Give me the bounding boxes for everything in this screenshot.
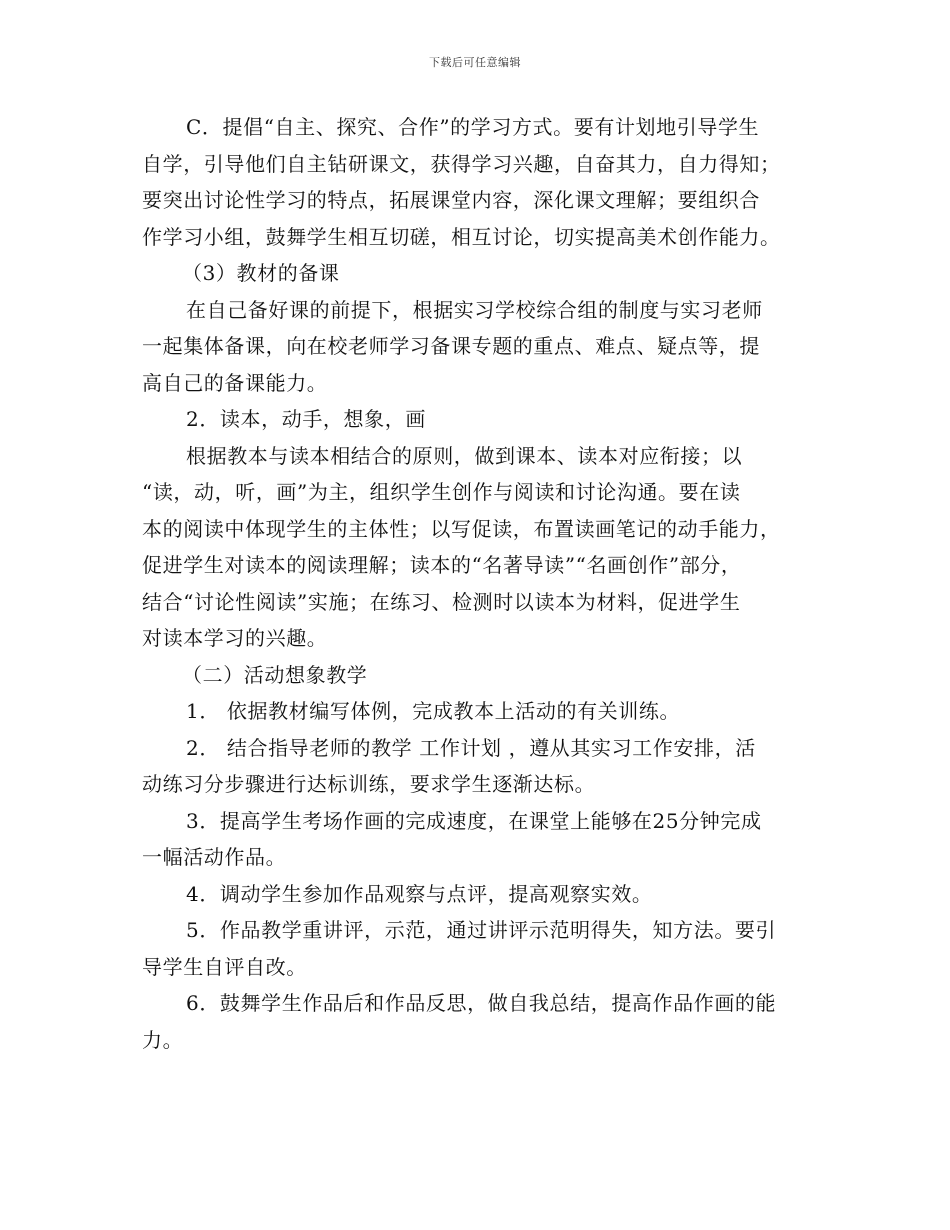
paragraph-line: 促进学生对读本的阅读理解；读本的“名著导读”“名画创作”部分， [142,553,742,577]
section-heading: （二）活动想象教学 [182,662,368,687]
list-item: 5．作品教学重讲评，示范，通过讲评示范明得失，知方法。要引 [186,918,777,942]
page-header: 下载后可任意编辑 [429,56,521,69]
paragraph-line: 根据教本与读本相结合的原则，做到课本、读本对应衔接；以 [186,443,743,468]
list-item: 4．调动学生参加作品观察与点评，提高观察实效。 [186,881,653,906]
paragraph-line: 高自己的备课能力。 [142,370,328,395]
paragraph-line: 对读本学习的兴趣。 [142,626,328,650]
document-body [142,109,822,1058]
paragraph-line: 本的阅读中体现学生的主体性；以写促读，布置读画笔记的动手能力， [142,516,781,541]
list-item: 3．提高学生考场作画的完成速度，在课堂上能够在25分钟完成 [186,808,762,833]
list-item-continuation: 一幅活动作品。 [142,845,287,869]
paragraph-line: 在自己备好课的前提下，根据实习学校综合组的制度与实习老师 [186,297,763,322]
section-heading: （3）教材的备课 [182,261,340,285]
list-item: 6．鼓舞学生作品后和作品反思，做自我总结，提高作品作画的能 [186,991,777,1015]
paragraph-line: “读，动，听，画”为主，组织学生创作与阅读和讨论沟通。要在读 [142,480,741,504]
paragraph-line: 结合“讨论性阅读”实施；在练习、检测时以读本为材料，促进学生 [142,589,741,614]
list-item-continuation: 导学生自评自改。 [142,954,307,979]
paragraph-line: 作学习小组，鼓舞学生相互切磋，相互讨论，切实提高美术创作能力。 [142,224,781,249]
paragraph-line: 要突出讨论性学习的特点，拓展课堂内容，深化课文理解；要组织合 [142,188,760,212]
list-item-continuation: 力。 [142,1027,184,1052]
paragraph-line: 一起集体备课，向在校老师学习备课专题的重点、难点、疑点等，提 [142,334,760,358]
list-item: 2． 结合指导老师的教学 工作计划 ，遵从其实习工作安排，活 [186,735,756,760]
paragraph-line: C．提倡“自主、探究、合作”的学习方式。要有计划地引导学生 [186,115,760,139]
list-item-continuation: 动练习分步骤进行达标训练，要求学生逐渐达标。 [142,772,596,796]
paragraph-line: 自学，引导他们自主钻研课文，获得学习兴趣，自奋其力，自力得知； [142,151,781,176]
list-item-heading: 2．读本，动手，想象，画 [186,407,426,431]
list-item: 1． 依据教材编写体例，完成教本上活动的有关训练。 [186,699,681,723]
